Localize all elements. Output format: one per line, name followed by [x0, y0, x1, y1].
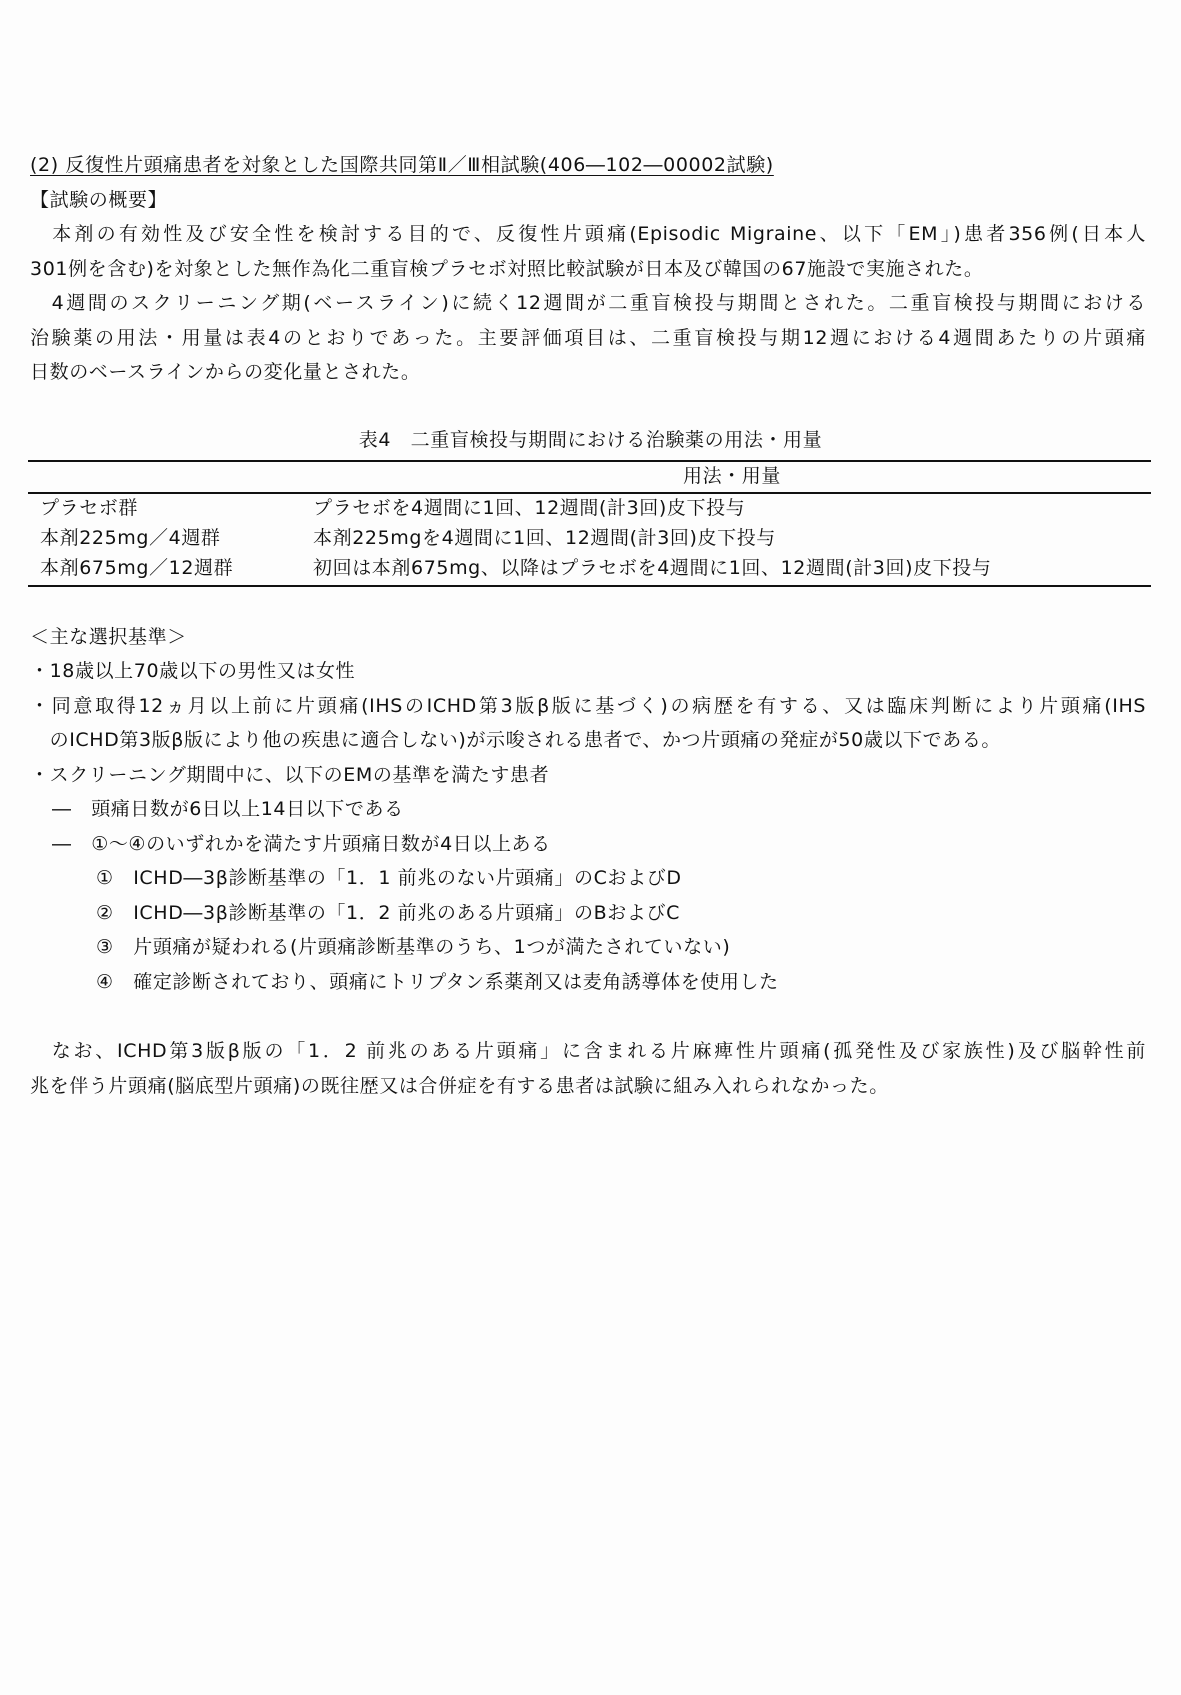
note-line-1: なお、ICHD第3版β版の「1．2 前兆のある片頭痛」に含まれる片麻痺性片頭痛(孤発性及び家族性)及び脳幹性前 [30, 1040, 1146, 1062]
table-cell-dosage: プラセボを4週間に1回、12週間(計3回)皮下投与 [313, 497, 746, 519]
paragraph-1-line-2: 301例を含む)を対象とした無作為化二重盲検プラセボ対照比較試験が日本及び韓国の67施設で実施された。 [30, 258, 984, 280]
criteria-item: ・スクリーニング期間中に、以下のEMの基準を満たす患者 [30, 764, 550, 786]
table-top-rule [28, 460, 1151, 462]
table-cell-group: 本剤675mg／12週群 [40, 557, 234, 579]
criteria-item: ・同意取得12ヵ月以上前に片頭痛(IHSのICHD第3版β版に基づく)の病歴を有する、又は臨床判断により片頭痛(IHS [30, 695, 1146, 717]
overview-heading: 【試験の概要】 [30, 189, 168, 211]
criteria-numbered-item: ③ 片頭痛が疑われる(片頭痛診断基準のうち、1つが満たされていない) [96, 936, 731, 958]
table-cell-dosage: 初回は本剤675mg、以降はプラセボを4週間に1回、12週間(計3回)皮下投与 [313, 557, 992, 579]
table-header-rule [28, 492, 1151, 494]
table-header-dosage: 用法・用量 [682, 465, 781, 487]
paragraph-2-line-2: 治験薬の用法・用量は表4のとおりであった。主要評価項目は、二重盲検投与期12週における4週間あたりの片頭痛 [30, 327, 1146, 349]
paragraph-2-line-3: 日数のベースラインからの変化量とされた。 [30, 361, 421, 383]
section-title: (2) 反復性片頭痛患者を対象とした国際共同第Ⅱ／Ⅲ相試験(406―102―00002試験) [30, 154, 774, 176]
criteria-sub-item: ― ①～④のいずれかを満たす片頭痛日数が4日以上ある [52, 833, 551, 855]
paragraph-2-line-1: 4週間のスクリーニング期(ベースライン)に続く12週間が二重盲検投与期間とされた。二重盲検投与期間における [30, 292, 1146, 314]
note-line-2: 兆を伴う片頭痛(脳底型片頭痛)の既往歴又は合併症を有する患者は試験に組み入れられなかった。 [30, 1075, 889, 1097]
table-cell-dosage: 本剤225mgを4週間に1回、12週間(計3回)皮下投与 [313, 527, 776, 549]
criteria-numbered-item: ④ 確定診断されており、頭痛にトリプタン系薬剤又は麦角誘導体を使用した [96, 971, 779, 993]
criteria-item: ・18歳以上70歳以下の男性又は女性 [30, 660, 356, 682]
criteria-item-continued: のICHD第3版β版により他の疾患に適合しない)が示唆される患者で、かつ片頭痛の発症が50歳以下である。 [30, 729, 1002, 751]
table-cell-group: 本剤225mg／4週群 [40, 527, 221, 549]
paragraph-1-line-1: 本剤の有効性及び安全性を検討する目的で、反復性片頭痛(Episodic Migraine、以下「EM」)患者356例(日本人 [30, 223, 1146, 245]
criteria-heading: ＜主な選択基準＞ [30, 626, 187, 648]
table-caption: 表4 二重盲検投与期間における治験薬の用法・用量 [358, 429, 823, 451]
criteria-sub-item: ― 頭痛日数が6日以上14日以下である [52, 798, 404, 820]
table-cell-group: プラセボ群 [40, 497, 139, 519]
table-bottom-rule [28, 585, 1151, 587]
criteria-numbered-item: ① ICHD―3β診断基準の「1．1 前兆のない片頭痛」のCおよびD [96, 867, 682, 889]
criteria-numbered-item: ② ICHD―3β診断基準の「1．2 前兆のある片頭痛」のBおよびC [96, 902, 680, 924]
